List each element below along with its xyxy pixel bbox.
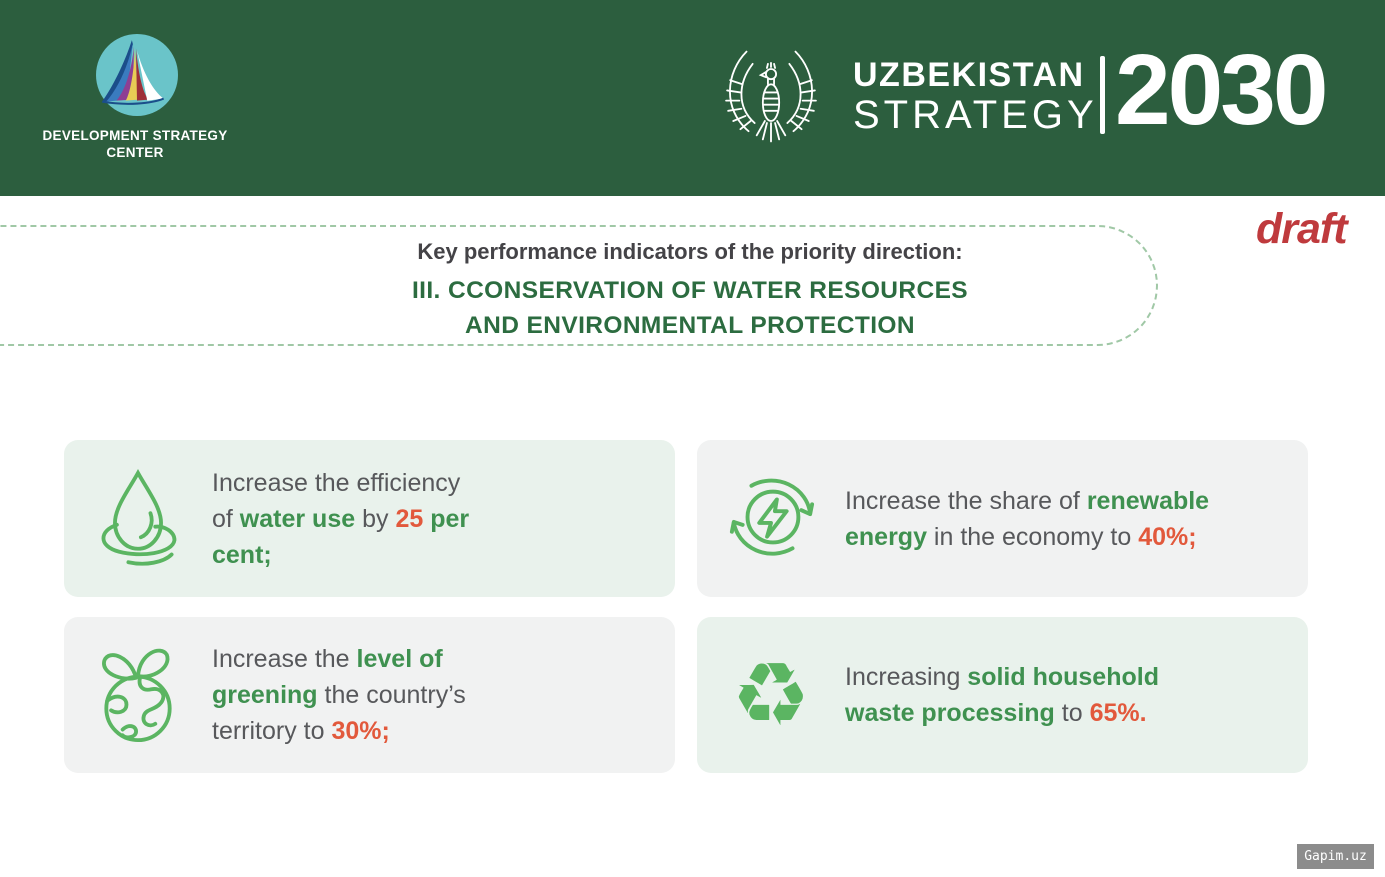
card-waste-processing (697, 617, 1308, 773)
brand-year: 2030 (1115, 34, 1326, 146)
renewable-energy-icon (697, 474, 845, 564)
recycle-icon: ♻ (731, 643, 811, 746)
brand-strategy: STRATEGY (853, 93, 1098, 137)
draft-label: draft (1256, 205, 1347, 253)
greening-earth-icon (64, 641, 212, 749)
water-drop-icon (64, 465, 212, 573)
brand-divider (1100, 56, 1105, 134)
card-text: Increase the level of greening the country’s territory to 30%; (212, 645, 466, 745)
card-text: Increase the share of renewable energy in the economy to 40%; (845, 486, 1210, 551)
card-greening (64, 617, 675, 773)
brand-uzbekistan: UZBEKISTAN (853, 56, 1085, 94)
title-line2: III. CCONSERVATION OF WATER RESOURCES (411, 277, 969, 304)
title-block (290, 238, 1090, 343)
title-line3: AND ENVIRONMENTAL PROTECTION (465, 312, 915, 339)
humo-bird-emblem-icon (720, 40, 822, 150)
card-renewable-energy (697, 440, 1308, 597)
dsc-logo-label (25, 127, 245, 161)
card-text: Increasing solid household waste processing to 65%. (845, 663, 1159, 727)
header-band (0, 0, 1385, 196)
title-line1: Key performance indicators of the priority direction: (417, 239, 963, 264)
watermark-gapim: Gapim.uz (1297, 844, 1374, 869)
card-text: Increase the efficiency of water use by 25 per cent; (212, 468, 470, 569)
dsc-logo-icon (96, 34, 178, 116)
card-water-use (64, 440, 675, 597)
logo-label-line2: CENTER (106, 145, 164, 160)
logo-label-line1: DEVELOPMENT STRATEGY (42, 128, 228, 143)
